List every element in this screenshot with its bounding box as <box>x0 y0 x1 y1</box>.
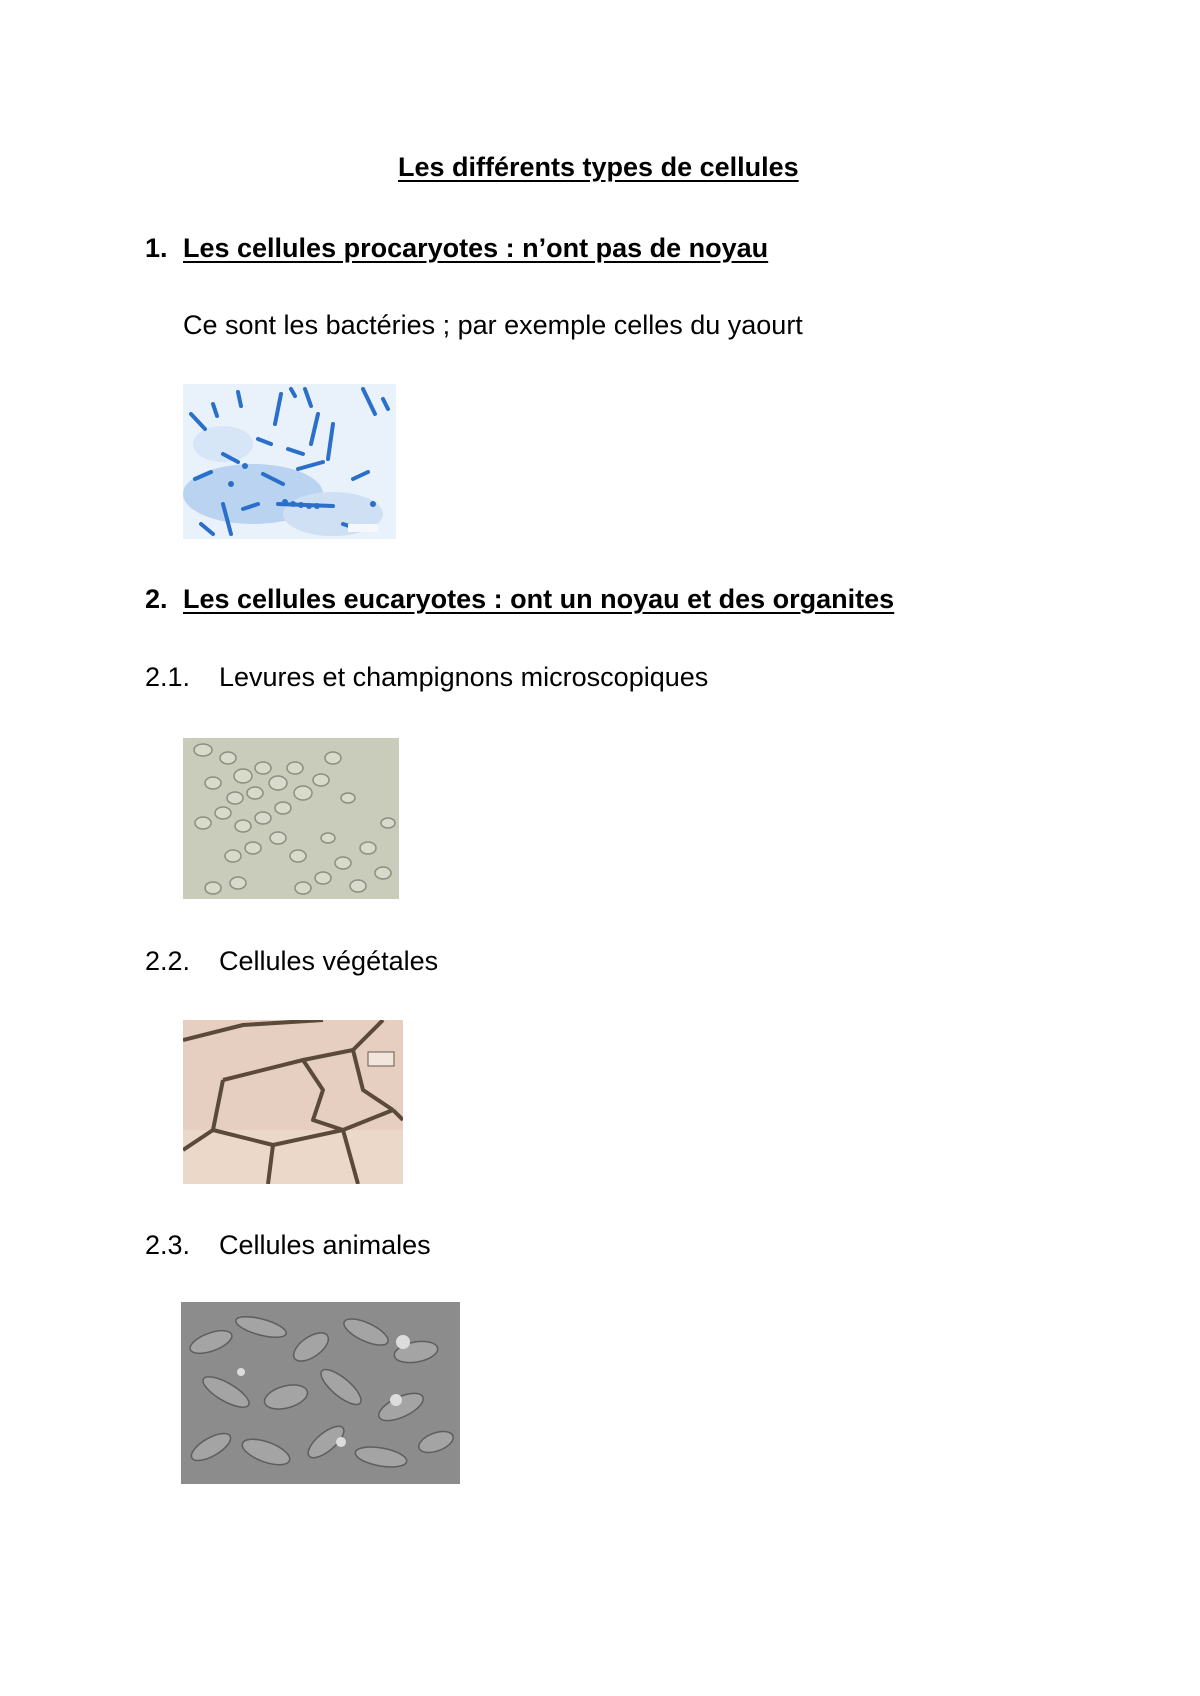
section-2-number: 2. <box>145 584 168 614</box>
subsection-2-1-heading: Levures et champignons microscopiques <box>219 662 709 692</box>
subsection-2-2-number: 2.2. <box>145 946 191 976</box>
subsection-2-2-heading: Cellules végétales <box>219 946 439 976</box>
yeast-micrograph <box>183 738 399 899</box>
bacteria-micrograph <box>183 384 396 539</box>
section-2-heading: Les cellules eucaryotes : ont un noyau et des organites <box>183 584 895 614</box>
subsection-2-3-number: 2.3. <box>145 1230 191 1260</box>
page-title: Les différents types de cellules <box>398 152 799 182</box>
animal-cell-micrograph <box>181 1302 460 1484</box>
subsection-2-1-number: 2.1. <box>145 662 191 692</box>
subsection-2-3-heading: Cellules animales <box>219 1230 431 1260</box>
plant-cell-micrograph <box>183 1020 403 1184</box>
section-1-number: 1. <box>145 233 168 263</box>
section-1-text: Ce sont les bactéries ; par exemple celles du yaourt <box>183 310 803 340</box>
section-1-heading: Les cellules procaryotes : n’ont pas de noyau <box>183 233 769 263</box>
